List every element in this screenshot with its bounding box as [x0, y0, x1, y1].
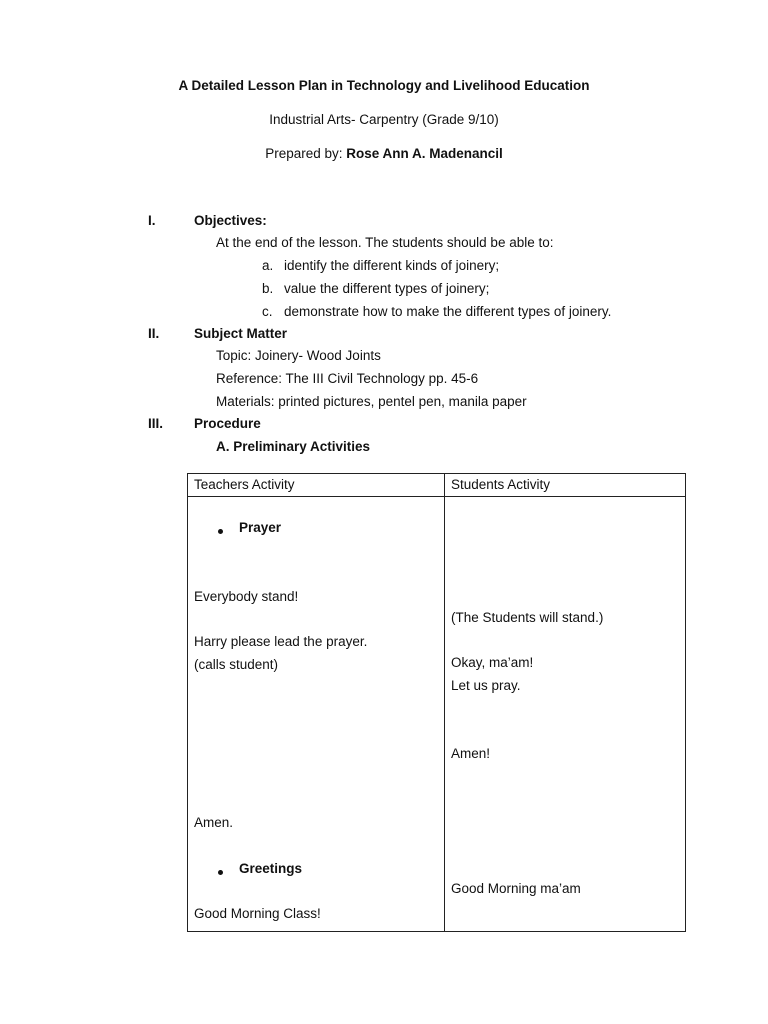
student-okay: Okay, ma’am!: [451, 655, 534, 670]
bullet-icon: [218, 529, 223, 534]
teacher-prayer-heading: Prayer: [239, 520, 282, 535]
student-amen: Amen!: [451, 746, 491, 761]
table-body-row: [188, 497, 686, 932]
student-stand: (The Students will stand.): [451, 610, 604, 625]
activities-table: [187, 473, 686, 932]
prepared-by: [0, 146, 768, 161]
teacher-activity-cell: [188, 497, 445, 932]
section-heading-subject-matter: Subject Matter: [194, 326, 288, 341]
teacher-amen: Amen.: [194, 815, 234, 830]
subject-reference: Reference: The III Civil Technology pp. 45-6: [216, 371, 479, 386]
table-header-student: [445, 474, 686, 497]
student-activity-cell: [445, 497, 686, 932]
teacher-greetings-heading: Greetings: [239, 861, 303, 876]
subject-topic: Topic: Joinery- Wood Joints: [216, 348, 381, 363]
teacher-good-morning: Good Morning Class!: [194, 906, 321, 921]
table-header-row: [188, 474, 686, 497]
bullet-icon: [218, 870, 223, 875]
section-numeral-procedure: III.: [148, 416, 164, 431]
prepared-by-label: Prepared by:: [265, 146, 343, 161]
objective-text-c: demonstrate how to make the different types of joinery.: [284, 304, 612, 319]
subsection-heading-preliminary: A. Preliminary Activities: [216, 439, 371, 454]
table-header-teacher: [188, 474, 445, 497]
section-numeral-objectives: I.: [148, 213, 156, 228]
prepared-by-name: Rose Ann A. Madenancil: [346, 146, 503, 161]
col-student-label: Students Activity: [451, 477, 551, 492]
teacher-stand: Everybody stand!: [194, 589, 299, 604]
objectives-intro: At the end of the lesson. The students should be able to:: [216, 235, 554, 250]
document-title: A Detailed Lesson Plan in Technology and Livelihood Education: [178, 78, 590, 93]
student-good-morning: Good Morning ma’am: [451, 881, 581, 896]
teacher-lead-prayer: Harry please lead the prayer.: [194, 634, 368, 649]
objective-marker-a: a.: [262, 258, 274, 273]
objective-marker-b: b.: [262, 281, 274, 296]
section-heading-procedure: Procedure: [194, 416, 261, 431]
col-teacher-label: Teachers Activity: [194, 477, 295, 492]
objective-text-b: value the different types of joinery;: [284, 281, 490, 296]
student-pray: Let us pray.: [451, 678, 521, 693]
teacher-calls-student: (calls student): [194, 657, 279, 672]
section-numeral-subject-matter: II.: [148, 326, 160, 341]
objective-marker-c: c.: [262, 304, 273, 319]
objective-text-a: identify the different kinds of joinery;: [284, 258, 500, 273]
subject-materials: Materials: printed pictures, pentel pen, manila paper: [216, 394, 527, 409]
section-heading-objectives: Objectives:: [194, 213, 267, 228]
document-subtitle: Industrial Arts- Carpentry (Grade 9/10): [269, 112, 499, 127]
